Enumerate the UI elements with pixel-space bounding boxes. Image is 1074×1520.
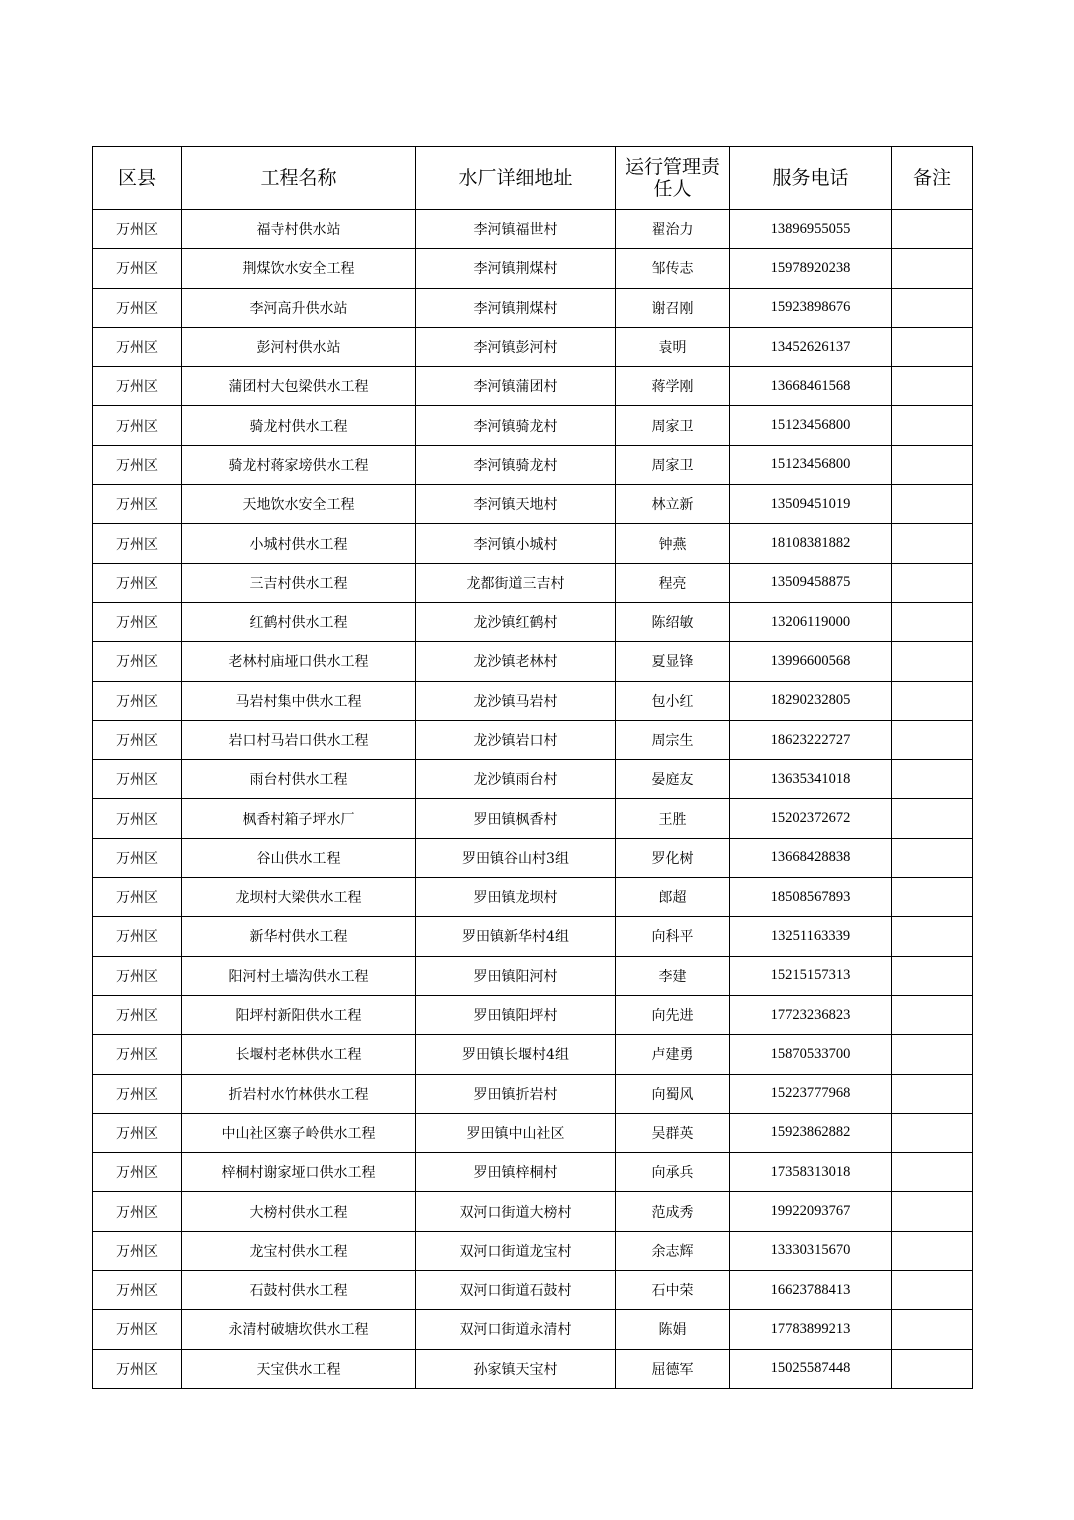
cell-project-name: 小城村供水工程 [182,524,416,563]
cell-remarks [892,760,973,799]
cell-project-name: 蒲团村大包梁供水工程 [182,367,416,406]
cell-district: 万州区 [93,956,182,995]
cell-phone: 18623222727 [730,720,892,759]
cell-district: 万州区 [93,602,182,641]
table-row [93,210,973,249]
cell-district: 万州区 [93,1113,182,1152]
table-row [93,1153,973,1192]
cell-remarks [892,563,973,602]
cell-remarks [892,367,973,406]
table-row [93,799,973,838]
cell-remarks [892,445,973,484]
table-body [93,210,973,1389]
cell-remarks [892,288,973,327]
cell-remarks [892,327,973,366]
cell-remarks [892,406,973,445]
cell-manager: 陈绍敏 [616,602,730,641]
cell-manager: 陈娟 [616,1310,730,1349]
cell-manager: 邹传志 [616,249,730,288]
cell-plant-address: 双河口街道石鼓村 [416,1271,616,1310]
cell-project-name: 谷山供水工程 [182,838,416,877]
cell-project-name: 石鼓村供水工程 [182,1271,416,1310]
cell-phone: 15870533700 [730,1035,892,1074]
cell-plant-address: 罗田镇折岩村 [416,1074,616,1113]
cell-phone: 18508567893 [730,878,892,917]
cell-manager: 钟燕 [616,524,730,563]
cell-project-name: 雨台村供水工程 [182,760,416,799]
cell-phone: 13330315670 [730,1231,892,1270]
cell-phone: 15202372672 [730,799,892,838]
cell-phone: 17723236823 [730,995,892,1034]
cell-project-name: 骑龙村供水工程 [182,406,416,445]
cell-project-name: 龙坝村大梁供水工程 [182,878,416,917]
cell-project-name: 大榜村供水工程 [182,1192,416,1231]
cell-remarks [892,642,973,681]
water-supply-table [92,146,973,1389]
cell-plant-address: 李河镇荆煤村 [416,249,616,288]
cell-plant-address: 龙沙镇红鹤村 [416,602,616,641]
cell-plant-address: 罗田镇梓桐村 [416,1153,616,1192]
cell-remarks [892,1113,973,1152]
cell-phone: 13452626137 [730,327,892,366]
cell-manager: 李建 [616,956,730,995]
cell-plant-address: 罗田镇阳坪村 [416,995,616,1034]
cell-district: 万州区 [93,445,182,484]
cell-manager: 周宗生 [616,720,730,759]
cell-district: 万州区 [93,720,182,759]
table-row [93,524,973,563]
header-project-name: 工程名称 [182,147,416,210]
header-district: 区县 [93,147,182,210]
cell-plant-address: 李河镇彭河村 [416,327,616,366]
cell-remarks [892,485,973,524]
table-row [93,642,973,681]
cell-manager: 向先进 [616,995,730,1034]
cell-manager: 袁明 [616,327,730,366]
cell-remarks [892,1153,973,1192]
cell-remarks [892,917,973,956]
cell-project-name: 荆煤饮水安全工程 [182,249,416,288]
cell-phone: 13635341018 [730,760,892,799]
cell-manager: 范成秀 [616,1192,730,1231]
table-row [93,917,973,956]
cell-remarks [892,681,973,720]
table-row [93,1271,973,1310]
cell-plant-address: 罗田镇龙坝村 [416,878,616,917]
cell-manager: 蒋学刚 [616,367,730,406]
table-row [93,1192,973,1231]
cell-phone: 19922093767 [730,1192,892,1231]
cell-remarks [892,1271,973,1310]
table-row [93,327,973,366]
cell-phone: 15123456800 [730,445,892,484]
cell-remarks [892,1074,973,1113]
cell-remarks [892,1349,973,1388]
cell-plant-address: 李河镇福世村 [416,210,616,249]
table-row [93,1310,973,1349]
cell-district: 万州区 [93,406,182,445]
cell-district: 万州区 [93,524,182,563]
cell-phone: 16623788413 [730,1271,892,1310]
cell-project-name: 永清村破塘坎供水工程 [182,1310,416,1349]
cell-project-name: 红鹤村供水工程 [182,602,416,641]
cell-project-name: 天地饮水安全工程 [182,485,416,524]
cell-manager: 周家卫 [616,445,730,484]
table-row [93,995,973,1034]
cell-phone: 13668461568 [730,367,892,406]
cell-manager: 程亮 [616,563,730,602]
table-row [93,602,973,641]
cell-district: 万州区 [93,288,182,327]
cell-project-name: 天宝供水工程 [182,1349,416,1388]
cell-remarks [892,210,973,249]
table-row [93,1035,973,1074]
cell-manager: 翟治力 [616,210,730,249]
cell-district: 万州区 [93,327,182,366]
cell-manager: 向蜀风 [616,1074,730,1113]
cell-phone: 13996600568 [730,642,892,681]
cell-plant-address: 李河镇蒲团村 [416,367,616,406]
cell-district: 万州区 [93,1310,182,1349]
cell-plant-address: 龙沙镇雨台村 [416,760,616,799]
cell-project-name: 阳河村土墙沟供水工程 [182,956,416,995]
table-row [93,838,973,877]
cell-district: 万州区 [93,838,182,877]
cell-plant-address: 罗田镇长堰村4组 [416,1035,616,1074]
cell-manager: 包小红 [616,681,730,720]
cell-district: 万州区 [93,799,182,838]
cell-project-name: 新华村供水工程 [182,917,416,956]
cell-phone: 15978920238 [730,249,892,288]
cell-project-name: 中山社区寨子岭供水工程 [182,1113,416,1152]
cell-phone: 13668428838 [730,838,892,877]
cell-phone: 13509451019 [730,485,892,524]
cell-plant-address: 孙家镇天宝村 [416,1349,616,1388]
cell-remarks [892,249,973,288]
cell-district: 万州区 [93,760,182,799]
cell-project-name: 三吉村供水工程 [182,563,416,602]
cell-plant-address: 罗田镇谷山村3组 [416,838,616,877]
cell-remarks [892,720,973,759]
cell-manager: 向承兵 [616,1153,730,1192]
cell-plant-address: 双河口街道龙宝村 [416,1231,616,1270]
cell-plant-address: 李河镇天地村 [416,485,616,524]
cell-manager: 吴群英 [616,1113,730,1152]
cell-manager: 晏庭友 [616,760,730,799]
cell-phone: 18108381882 [730,524,892,563]
cell-remarks [892,1192,973,1231]
table-row [93,563,973,602]
cell-district: 万州区 [93,1153,182,1192]
cell-project-name: 骑龙村蒋家塝供水工程 [182,445,416,484]
table-row [93,1113,973,1152]
table-row [93,956,973,995]
cell-manager: 郎超 [616,878,730,917]
table-row [93,367,973,406]
cell-district: 万州区 [93,563,182,602]
cell-district: 万州区 [93,995,182,1034]
table-row [93,1231,973,1270]
cell-district: 万州区 [93,1074,182,1113]
header-phone: 服务电话 [730,147,892,210]
cell-phone: 15923898676 [730,288,892,327]
cell-remarks [892,838,973,877]
cell-plant-address: 罗田镇中山社区 [416,1113,616,1152]
cell-plant-address: 龙沙镇马岩村 [416,681,616,720]
cell-phone: 15215157313 [730,956,892,995]
cell-district: 万州区 [93,1231,182,1270]
cell-project-name: 折岩村水竹林供水工程 [182,1074,416,1113]
cell-plant-address: 李河镇小城村 [416,524,616,563]
cell-plant-address: 双河口街道永清村 [416,1310,616,1349]
table-row [93,485,973,524]
cell-manager: 向科平 [616,917,730,956]
table-row [93,288,973,327]
cell-manager: 屈德军 [616,1349,730,1388]
cell-remarks [892,995,973,1034]
cell-district: 万州区 [93,1035,182,1074]
table-row [93,249,973,288]
table-row [93,681,973,720]
cell-project-name: 彭河村供水站 [182,327,416,366]
cell-phone: 15025587448 [730,1349,892,1388]
cell-project-name: 龙宝村供水工程 [182,1231,416,1270]
cell-phone: 13896955055 [730,210,892,249]
cell-phone: 15123456800 [730,406,892,445]
cell-remarks [892,1231,973,1270]
cell-plant-address: 李河镇荆煤村 [416,288,616,327]
cell-plant-address: 罗田镇新华村4组 [416,917,616,956]
cell-phone: 15923862882 [730,1113,892,1152]
cell-district: 万州区 [93,367,182,406]
cell-project-name: 岩口村马岩口供水工程 [182,720,416,759]
cell-manager: 罗化树 [616,838,730,877]
cell-project-name: 福寺村供水站 [182,210,416,249]
cell-manager: 王胜 [616,799,730,838]
cell-phone: 15223777968 [730,1074,892,1113]
cell-district: 万州区 [93,681,182,720]
cell-plant-address: 李河镇骑龙村 [416,406,616,445]
cell-phone: 17358313018 [730,1153,892,1192]
cell-project-name: 长堰村老林供水工程 [182,1035,416,1074]
cell-project-name: 马岩村集中供水工程 [182,681,416,720]
table-row [93,720,973,759]
cell-manager: 谢召刚 [616,288,730,327]
cell-plant-address: 龙沙镇老林村 [416,642,616,681]
cell-district: 万州区 [93,1271,182,1310]
cell-manager: 余志辉 [616,1231,730,1270]
cell-phone: 13251163339 [730,917,892,956]
cell-plant-address: 双河口街道大榜村 [416,1192,616,1231]
cell-plant-address: 罗田镇枫香村 [416,799,616,838]
cell-phone: 18290232805 [730,681,892,720]
cell-plant-address: 龙都街道三吉村 [416,563,616,602]
header-remarks: 备注 [892,147,973,210]
cell-phone: 17783899213 [730,1310,892,1349]
cell-plant-address: 罗田镇阳河村 [416,956,616,995]
cell-district: 万州区 [93,485,182,524]
cell-district: 万州区 [93,1349,182,1388]
table-row [93,760,973,799]
cell-project-name: 梓桐村谢家垭口供水工程 [182,1153,416,1192]
cell-project-name: 枫香村箱子坪水厂 [182,799,416,838]
cell-project-name: 老林村庙垭口供水工程 [182,642,416,681]
cell-remarks [892,1035,973,1074]
cell-remarks [892,956,973,995]
cell-phone: 13206119000 [730,602,892,641]
table-row [93,1074,973,1113]
cell-project-name: 李河高升供水站 [182,288,416,327]
cell-remarks [892,1310,973,1349]
table-row [93,1349,973,1388]
cell-remarks [892,878,973,917]
cell-project-name: 阳坪村新阳供水工程 [182,995,416,1034]
table-row [93,445,973,484]
cell-remarks [892,524,973,563]
cell-phone: 13509458875 [730,563,892,602]
cell-manager: 周家卫 [616,406,730,445]
cell-manager: 夏显锋 [616,642,730,681]
table-row [93,406,973,445]
cell-manager: 卢建勇 [616,1035,730,1074]
cell-district: 万州区 [93,249,182,288]
cell-district: 万州区 [93,210,182,249]
table-row [93,878,973,917]
header-row [93,147,973,210]
cell-plant-address: 李河镇骑龙村 [416,445,616,484]
cell-district: 万州区 [93,642,182,681]
header-manager: 运行管理责任人 [616,147,730,210]
cell-manager: 林立新 [616,485,730,524]
cell-district: 万州区 [93,878,182,917]
cell-plant-address: 龙沙镇岩口村 [416,720,616,759]
cell-remarks [892,602,973,641]
cell-district: 万州区 [93,917,182,956]
cell-district: 万州区 [93,1192,182,1231]
header-plant-address: 水厂详细地址 [416,147,616,210]
cell-remarks [892,799,973,838]
cell-manager: 石中荣 [616,1271,730,1310]
